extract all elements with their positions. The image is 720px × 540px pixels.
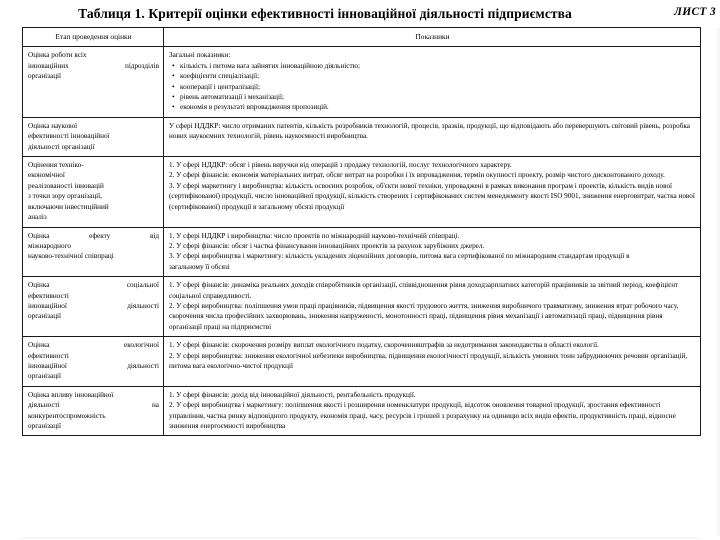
indicator-bullet-item: • економія в результаті впровадження пропозицій. [180,102,696,112]
indicators-cell [164,337,701,387]
indicators-cell [164,157,701,227]
indicator-paragraph: 2. У сфері фінансів: економія матеріальних витрат, обсяг витрат на розробки і їх впровадження, термін окупності проекту, розмір чистого дисконтованого доходу. [169,171,665,180]
indicator-paragraph: 1. У сфері фінансів: дохід від інноваційної діяльності, рентабельність продукції. [169,390,416,399]
indicator-paragraph: загальному її обсязі [169,262,230,271]
indicator-paragraph: 1. У сфері НДДКР і виробництва: число проектів по міжнародній науково-технічній співпраці. [169,231,460,240]
stage-cell [23,227,164,277]
stage-line: організації [28,422,62,430]
stage-line: з точки зору організації, [28,192,102,201]
scan-edge-artifact-bottom [20,537,700,539]
indicator-paragraph: 2. У сфері виробництва: зниження екологічної небезпеки виробництва, підвищення екологічності продукції, кількість умовних тонн забруднюючих речовин організацій, питома вага екологічно-чистої продукції [169,351,688,370]
table-row [23,386,701,436]
stage-line: інноваційної діяльності [28,301,159,310]
stage-line: економічної [28,171,65,180]
stage-line: Оцінка соціальної [28,281,159,290]
indicator-bullet-list [169,61,696,113]
stage-cell [23,277,164,337]
indicator-paragraph: 1. У сфері НДДКР: обсяг і рівень виручки від операцій з продажу технологій, послуг технологічного характеру. [169,161,512,170]
stage-line: Оцінка наукової [28,121,78,130]
indicators-cell [164,47,701,117]
indicators-cell [164,386,701,436]
table-row [23,47,701,117]
indicator-paragraph: 2. У сфері виробництва: поліпшення умов праці працівників, підвищення якості трудового життя, зниження виробничого травматизму, зниження втрат робочого часу, скорочення числа професійних захворювань, зниження напруженості, монотонності праці, підвищення рівня механізації і автоматизації праці, підвищення рівня організації праці на підприємстві [169,301,679,331]
criteria-table-container [22,27,700,436]
indicators-intro: Загальні показники: [169,51,231,60]
stage-line: аналіз [28,213,47,222]
indicator-paragraph: У сфері НДДКР: число отриманих патентів, кількість розробників технологій, процесів, зразків, продукції, що відповідають або перевершують світовий рівень, розробка нових наукоємних технологій, рівень наукоємності виробництва. [169,121,690,141]
stage-line: конкурентоспроможність [28,411,106,420]
stage-line: ефективності [28,351,69,360]
indicators-cell [164,117,701,156]
table-row [23,117,701,156]
stage-line: організації [28,372,62,381]
table-header [23,28,701,47]
stage-line: науково-технічної співпраці [28,252,114,261]
indicator-bullet-item: • кількість і питома вага зайнятих інноваційною діяльністю; [180,61,696,71]
stage-line: діяльності організації [28,142,95,151]
indicator-paragraph: 3. У сфері маркетингу і виробництва: кількість освоєних розробок, об'єкти нової техніки, упроваджені в рамках виконання програм і проектів, кількість видів нової (сертифікованої) продукції, число інноваційної продукції, кількість створених і сертифікованих систем менеджменту якості ISO 9001, зниження енерговитрат, частка нової (сертифікованої) продукції в загальному обсязі продукції [169,181,695,211]
stage-line: інноваційних підрозділів [28,61,159,70]
stage-cell [23,117,164,156]
stage-line: ефективності [28,291,69,300]
stage-line: Оцінка роботи всіх [28,51,87,60]
stage-line: діяльності на [28,401,159,410]
stage-line: Оцінка впливу інноваційної [28,390,114,399]
table-row [23,157,701,227]
stage-line: Оцінка ефекту від [28,231,159,240]
table-header-row [23,28,701,47]
stage-cell [23,386,164,436]
table-body [23,47,701,436]
indicator-bullet-item: • кооперації і централізації; [180,82,696,92]
indicator-paragraph: 2. У сфері виробництва і маркетингу: поліпшення якості і розширення номенклатури продукції, відсоток оновлення товарної продукції, зростання ефективності управління, частка ринку відповідного продукту, економія праці, часу, ресурсів і грошей з розрахунку на одиницю всіх видів ефектів, продуктивність праці, відносне зниження енергоємності виробництва [169,401,676,430]
page-title: Таблиця 1. Критерії оцінки ефективності інноваційної діяльності підприємства [78,6,572,21]
indicator-paragraph: 2. У сфері фінансів: обсяг і частка фінансування інноваційних проектів за рахунок зарубіжних джерел. [169,241,485,250]
table-row [23,337,701,387]
indicators-cell [164,227,701,277]
column-header-stage: Етап проведення оцінки [23,28,164,47]
stage-line: ефективності інноваційної [28,132,110,141]
stage-line: інноваційної діяльності [28,361,159,370]
stage-line: організації [28,72,62,81]
stage-line: міжнародного [28,241,71,250]
column-header-indicators: Показники [164,28,701,47]
stage-line: включаючи інвестиційний [28,202,109,211]
indicator-paragraph: 3. У сфері виробництва і маркетингу: кількість укладених ліцензійних договорів, питома вага сертифікованої по міжнародним стандартам продукції в [169,252,630,261]
indicator-bullet-item: • коефіцієнти спеціалізації; [180,71,696,81]
stage-cell [23,157,164,227]
stage-cell [23,47,164,117]
stage-line: Оцінення техніко- [28,161,84,170]
table-row [23,277,701,337]
indicator-paragraph: 1. У сфері фінансів: динаміка реальних доходів співробітників організації, співвідношення рівня доходзарплатних категорій працівників за звітний період, коефіцієнт соціальної справедливості. [169,281,679,300]
criteria-table [22,27,701,436]
table-row [23,227,701,277]
stage-line: організації [28,312,62,321]
stage-cell [23,337,164,387]
stage-line: Оцінка екологічної [28,341,159,350]
indicator-bullet-item: • рівень автоматизації і механізації; [180,92,696,102]
stage-line: реалізованості інновацій [28,181,104,190]
indicators-cell [164,277,701,337]
indicator-paragraph: 1. У сфері фінансів: скорочення розміру виплат екологічного податку, скороченняштрафів за недотримання законодавства в області екології. [169,341,599,350]
sheet-number-label: ЛИСТ 3 [674,6,716,18]
